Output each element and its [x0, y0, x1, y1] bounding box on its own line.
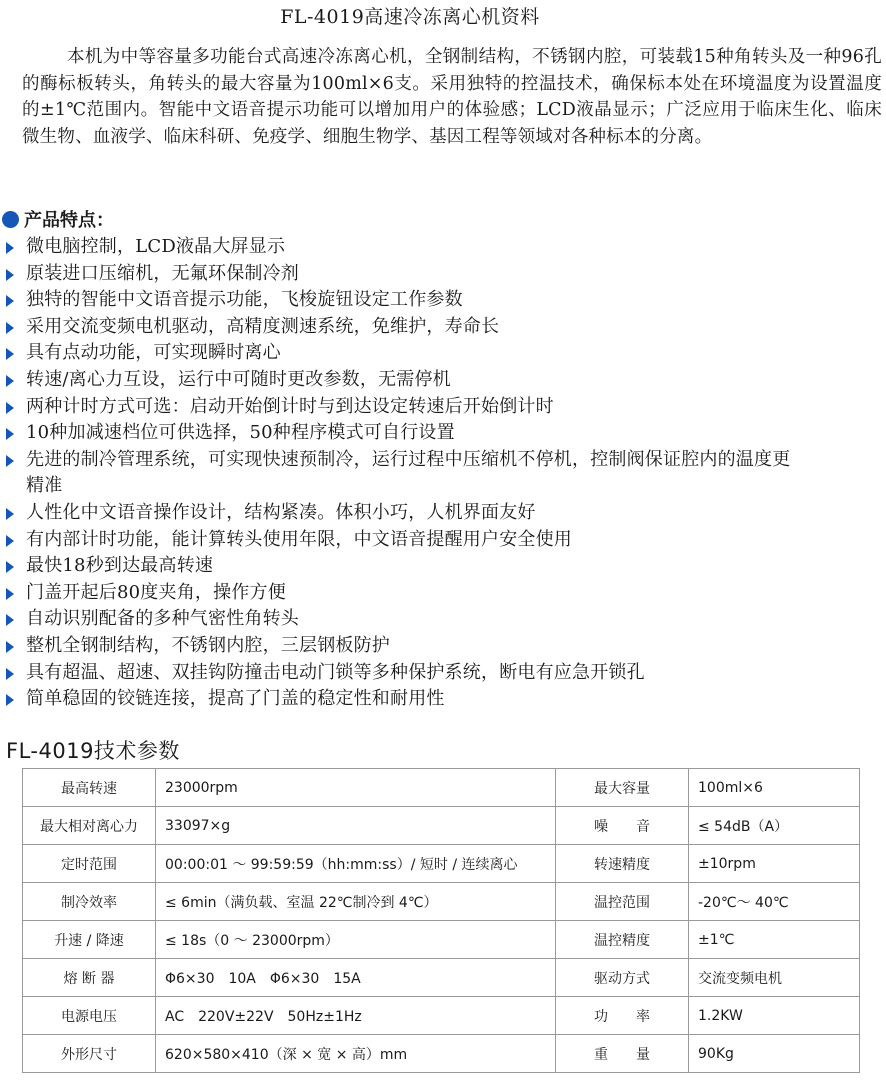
triangle-bullet-icon: [6, 269, 14, 281]
feature-item: [0, 287, 886, 314]
spec-value: ≤ 54dB（A）: [689, 807, 860, 845]
document-title: FL-4019高速冷冻离心机资料: [280, 6, 540, 28]
spec-label: 噪 音: [556, 807, 689, 845]
feature-item: [0, 527, 886, 554]
spec-label: 最高转速: [23, 769, 156, 807]
spec-label: 定时范围: [23, 845, 156, 883]
feature-text: 具有点动功能，可实现瞬时离心: [26, 342, 281, 364]
triangle-bullet-icon: [6, 295, 14, 307]
spec-label: 最大相对离心力: [23, 807, 156, 845]
spec-value: AC 220V±22V 50Hz±1Hz: [156, 997, 556, 1035]
feature-item: [0, 660, 886, 687]
spec-label: 熔 断 器: [23, 959, 156, 997]
spec-label: 温控精度: [556, 921, 689, 959]
triangle-bullet-icon: [6, 641, 14, 653]
feature-text: 人性化中文语音操作设计，结构紧凑。体积小巧，人机界面友好: [26, 501, 536, 523]
table-row: [23, 921, 860, 959]
feature-text: 门盖开起后80度夹角，操作方便: [26, 581, 286, 603]
bullet-dot-icon: [2, 211, 19, 228]
feature-item: [0, 553, 886, 580]
spec-label: 升速 / 降速: [23, 921, 156, 959]
feature-item: [0, 580, 886, 607]
triangle-bullet-icon: [6, 561, 14, 573]
feature-text: 微电脑控制，LCD液晶大屏显示: [26, 236, 286, 257]
feature-text: 整机全钢制结构，不锈钢内腔，三层钢板防护: [26, 634, 390, 656]
intro-section: [22, 44, 882, 150]
triangle-bullet-icon: [6, 242, 14, 254]
spec-value: -20℃～ 40℃: [689, 883, 860, 921]
triangle-bullet-icon: [6, 402, 14, 414]
table-row: [23, 959, 860, 997]
spec-value: 23000rpm: [156, 769, 556, 807]
intro-paragraph: 本机为中等容量多功能台式高速冷冻离心机，全钢制结构，不锈钢内腔，可装载15种角转头及一种96孔的酶标板转头，角转头的最大容量为100ml×6支。采用独特的控温技术，确保标本处在环境温度为设置温度的±1℃范围内。智能中文语音提示功能可以增加用户的体验感；LCD液晶显示；广泛应用于临床生化、临床微生物、血液学、临床科研、免疫学、细胞生物学、基因工程等领域对各种标本的分离。: [22, 47, 882, 147]
triangle-bullet-icon: [6, 588, 14, 600]
spec-value: ≤ 18s（0 ～ 23000rpm）: [156, 921, 556, 959]
spec-label: 最大容量: [556, 769, 689, 807]
table-row: [23, 883, 860, 921]
feature-text: 最快18秒到达最高转速: [26, 555, 214, 577]
spec-label: 驱动方式: [556, 959, 689, 997]
triangle-bullet-icon: [6, 668, 14, 680]
feature-item: [0, 340, 886, 367]
triangle-bullet-icon: [6, 375, 14, 387]
spec-value: 交流变频电机: [689, 959, 860, 997]
spec-value: ≤ 6min（满负载、室温 22℃制冷到 4℃）: [156, 883, 556, 921]
features-heading: [2, 206, 114, 232]
spec-value: 620×580×410（深 × 宽 × 高）mm: [156, 1035, 556, 1073]
feature-item: [0, 367, 886, 394]
spec-value: ±1℃: [689, 921, 860, 959]
spec-label: 电源电压: [23, 997, 156, 1035]
features-heading-text: 产品特点：: [24, 210, 114, 231]
feature-text: 先进的制冷管理系统，可实现快速预制冷，运行过程中压缩机不停机，控制阀保证腔内的温度更精准: [26, 448, 791, 497]
feature-item: [0, 234, 886, 261]
feature-text: 两种计时方式可选：启动开始倒计时与到达设定转速后开始倒计时: [26, 395, 554, 417]
feature-text: 原装进口压缩机，无氟环保制冷剂: [26, 262, 299, 284]
triangle-bullet-icon: [6, 428, 14, 440]
feature-item: [0, 500, 886, 527]
feature-text: 具有超温、超速、双挂钩防撞击电动门锁等多种保护系统，断电有应急开锁孔: [26, 661, 645, 683]
feature-item: [0, 420, 886, 447]
feature-text: 采用交流变频电机驱动，高精度测速系统，免维护，寿命长: [26, 315, 500, 337]
feature-text: 简单稳固的铰链连接，提高了门盖的稳定性和耐用性: [26, 688, 445, 710]
spec-value: 1.2KW: [689, 997, 860, 1035]
triangle-bullet-icon: [6, 322, 14, 334]
feature-text: 独特的智能中文语音提示功能，飞梭旋钮设定工作参数: [26, 289, 463, 311]
spec-value: Φ6×30 10A Φ6×30 15A: [156, 959, 556, 997]
spec-label: 功 率: [556, 997, 689, 1035]
feature-item: [0, 261, 886, 288]
spec-label: 外形尺寸: [23, 1035, 156, 1073]
feature-text: 自动识别配备的多种气密性角转头: [26, 608, 299, 630]
feature-item: [0, 314, 886, 341]
spec-value: 100ml×6: [689, 769, 860, 807]
spec-label: 转速精度: [556, 845, 689, 883]
spec-value: 00:00:01 ～ 99:59:59（hh:mm:ss）/ 短时 / 连续离心: [156, 845, 556, 883]
feature-item: [0, 447, 806, 500]
spec-label: 温控范围: [556, 883, 689, 921]
spec-value: 90Kg: [689, 1035, 860, 1073]
table-row: [23, 845, 860, 883]
triangle-bullet-icon: [6, 694, 14, 706]
feature-text: 转速/离心力互设，运行中可随时更改参数，无需停机: [26, 368, 451, 390]
spec-value: 33097×g: [156, 807, 556, 845]
spec-value: ±10rpm: [689, 845, 860, 883]
feature-item: [0, 633, 886, 660]
table-row: [23, 1035, 860, 1073]
specs-heading: FL-4019技术参数: [6, 739, 180, 763]
triangle-bullet-icon: [6, 614, 14, 626]
feature-item: [0, 606, 886, 633]
triangle-bullet-icon: [6, 535, 14, 547]
spec-label: 制冷效率: [23, 883, 156, 921]
table-row: [23, 997, 860, 1035]
specs-table: [22, 768, 860, 1073]
table-row: [23, 769, 860, 807]
triangle-bullet-icon: [6, 348, 14, 360]
triangle-bullet-icon: [6, 455, 14, 467]
feature-item: [0, 686, 886, 713]
table-row: [23, 807, 860, 845]
spec-label: 重 量: [556, 1035, 689, 1073]
features-list: [0, 234, 886, 713]
feature-text: 10种加减速档位可供选择，50种程序模式可自行设置: [26, 422, 455, 444]
feature-text: 有内部计时功能，能计算转头使用年限，中文语音提醒用户安全使用: [26, 528, 572, 550]
triangle-bullet-icon: [6, 508, 14, 520]
feature-item: [0, 394, 886, 421]
